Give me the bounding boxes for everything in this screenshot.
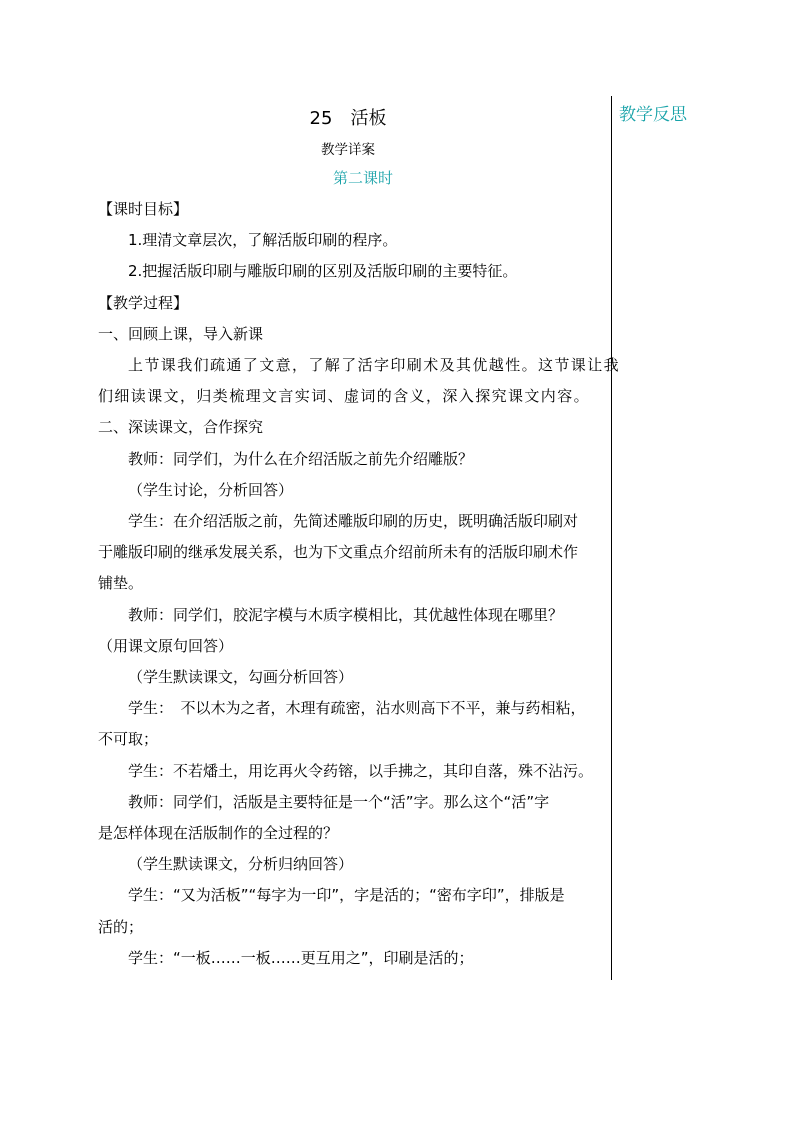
step-heading: 一、回顾上课，导入新课 [98,324,264,343]
section-heading-process: 【教学过程】 [98,293,189,312]
dialogue-line: 是怎样体现在活版制作的全过程的？ [98,824,339,843]
dialogue-line: （学生默读课文，勾画分析回答） [128,668,354,687]
dialogue-line: （学生讨论，分析回答） [128,480,294,499]
dialogue-line: 教师：同学们，胶泥字模与木质字模相比，其优越性体现在哪里？ [128,605,564,624]
paragraph-line: 们细读课文，归类梳理文言实词、虚词的含义，深入探究课文内容。 [98,387,591,406]
dialogue-line: 教师：同学们，为什么在介绍活版之前先介绍雕版？ [128,449,474,468]
objective-item: 2.把握活版印刷与雕版印刷的区别及活版印刷的主要特征。 [128,262,518,281]
step-heading: 二、深读课文，合作探究 [98,418,264,437]
lesson-title: 25 活板 [309,108,387,129]
reflection-column-title: 教学反思 [619,105,687,125]
dialogue-line: 学生：“一板……一板……更互用之”，印刷是活的； [128,948,474,967]
dialogue-line: 学生：“又为活板”“每字为一印”，字是活的；“密布字印”，排版是 [128,886,565,905]
lesson-plan-body [98,100,621,974]
paragraph-line: 上节课我们疏通了文意，了解了活字印刷术及其优越性。这节课让我 [128,356,621,375]
section-heading-objectives: 【课时目标】 [98,200,189,218]
dialogue-line: 学生：在介绍活版之前，先简述雕版印刷的历史，既明确活版印刷对 [128,512,579,531]
dialogue-line: 不可取； [98,730,159,749]
dialogue-line: 学生： 不以木为之者，木理有疏密，沾水则高下不平，兼与药相粘， [128,699,586,718]
objective-item: 1.理清文章层次，了解活版印刷的程序。 [128,231,398,250]
dialogue-line: 活的； [98,917,144,936]
dialogue-line: （学生默读课文，分析归纳回答） [128,855,354,874]
reflection-column-divider [611,96,612,980]
dialogue-line: 教师：同学们，活版是主要特征是一个“活”字。那么这个“活”字 [128,792,550,811]
dialogue-line: （用课文原句回答） [98,636,234,655]
dialogue-line: 于雕版印刷的继承发展关系，也为下文重点介绍前所未有的活版印刷术作 [98,543,579,562]
session-label: 第二课时 [332,169,393,187]
dialogue-line: 学生：不若燔土，用讫再火令药镕，以手拂之，其印自落，殊不沾污。 [128,761,594,780]
dialogue-line: 铺垫。 [98,574,144,593]
lesson-subtitle: 教学详案 [321,142,375,158]
